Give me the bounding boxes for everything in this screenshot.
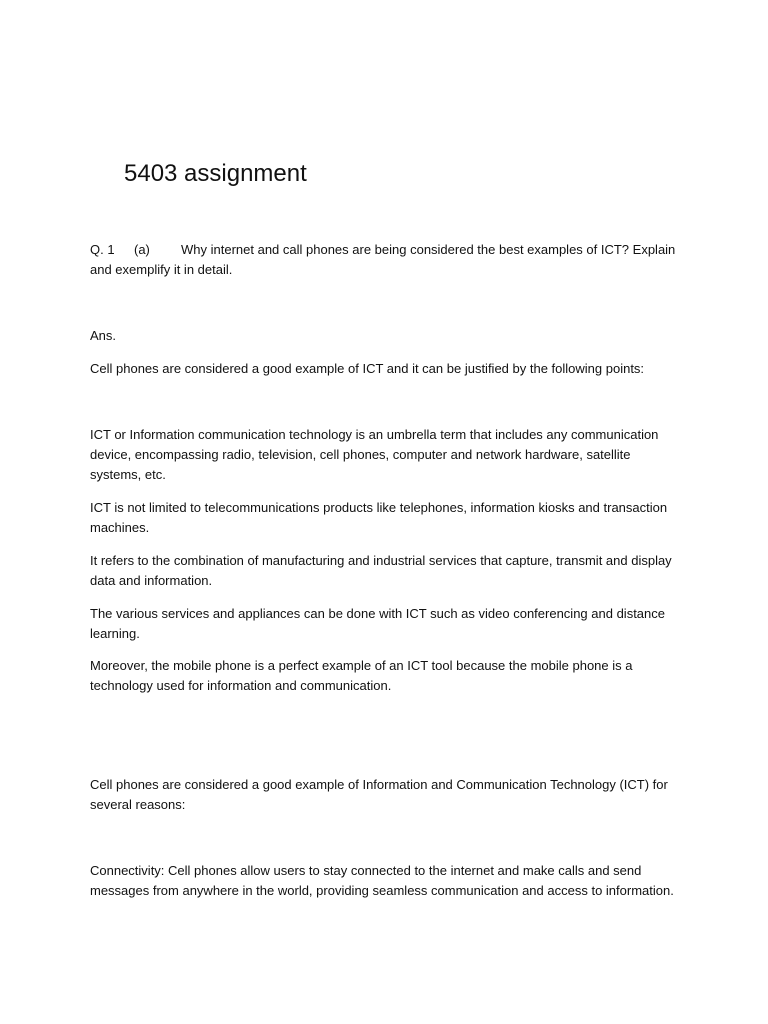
question-part: (a) (134, 242, 150, 257)
reasons-intro: Cell phones are considered a good example of Information and Communication Technology (ICT) for several reasons: (90, 777, 668, 812)
answer-point-1: ICT or Information communication technology is an umbrella term that includes any communication device, encompassing radio, television, cell phones, computer and network hardware, satellite systems, etc. (90, 427, 659, 482)
answer-point-5: Moreover, the mobile phone is a perfect example of an ICT tool because the mobile phone is a technology used for information and communication. (90, 658, 633, 693)
answer-point-2: ICT is not limited to telecommunications products like telephones, information kiosks and transaction machines. (90, 500, 668, 535)
answer-label: Ans. (90, 328, 117, 343)
question-text-line1: Why internet and call phones are being considered the best examples of ICT? Explain (181, 242, 676, 257)
answer-point-3: It refers to the combination of manufacturing and industrial services that capture, transmit and display data and information. (90, 553, 672, 588)
answer-intro: Cell phones are considered a good example of ICT and it can be justified by the following points: (90, 361, 645, 376)
document-title: 5403 assignment (124, 160, 307, 187)
answer-point-4: The various services and appliances can be done with ICT such as video conferencing and distance learning. (90, 606, 665, 641)
question-line (90, 240, 680, 260)
question-number: Q. 1 (90, 242, 115, 257)
connectivity-paragraph: Connectivity: Cell phones allow users to stay connected to the internet and make calls and send messages from anywhere in the world, providing seamless communication and access to information. (90, 863, 674, 898)
question-text-line2: and exemplify it in detail. (90, 262, 233, 277)
